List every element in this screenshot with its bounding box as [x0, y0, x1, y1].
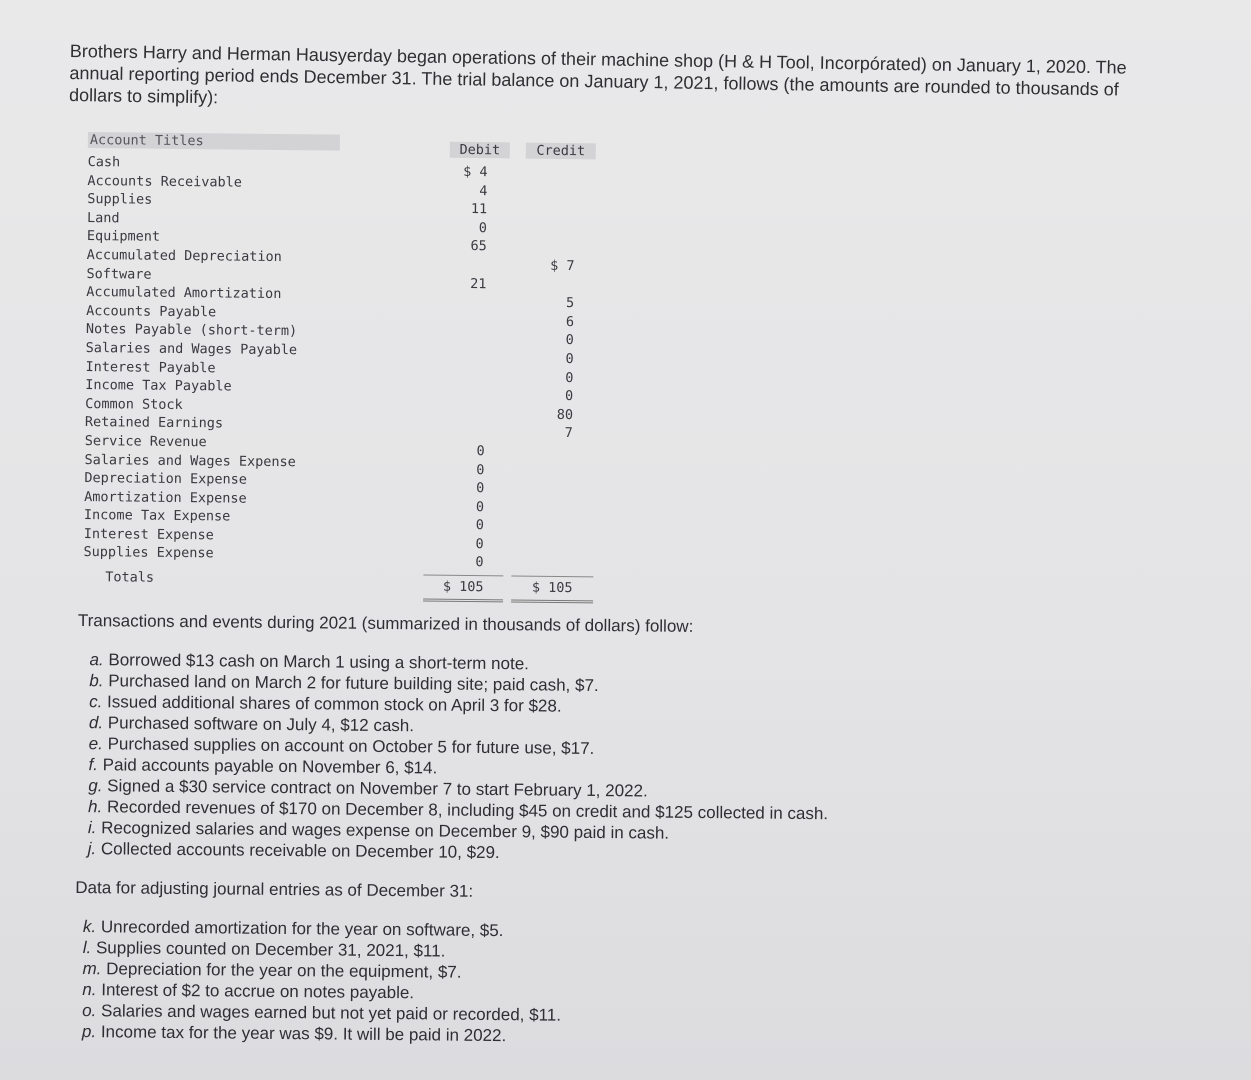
item-text: Interest of $2 to accrue on notes payable. — [101, 980, 415, 1003]
credit-value: 0 — [565, 332, 574, 349]
account-name: Interest Expense — [83, 525, 214, 544]
transactions-list — [76, 649, 958, 867]
trial-balance-table — [83, 130, 608, 602]
item-letter: c. — [89, 692, 103, 712]
debit-value: 0 — [478, 219, 488, 236]
credit-value — [516, 276, 574, 277]
item-letter: d. — [88, 713, 104, 733]
debit-value — [436, 331, 486, 332]
account-name: Income Tax Payable — [85, 377, 232, 395]
credit-value — [517, 183, 575, 184]
account-name: Land — [86, 209, 120, 227]
debit-value: 21 — [470, 275, 487, 292]
item-letter: e. — [88, 734, 103, 754]
item-text: Supplies counted on December 31, 2021, $11. — [95, 938, 446, 961]
credit-value: $ 7 — [550, 257, 575, 275]
transactions-section — [74, 610, 958, 1050]
account-name: Cash — [87, 153, 121, 171]
item-text: Signed a $30 service contract on November 7 to start February 1, 2022. — [107, 776, 648, 801]
item-text: Recognized salaries and wages expense on December 9, $90 paid in cash. — [101, 818, 670, 843]
credit-value: 0 — [565, 350, 574, 368]
credit-value — [514, 536, 572, 537]
account-name: Notes Payable (short-term) — [85, 321, 298, 340]
debit-value — [436, 368, 486, 369]
debit-value — [436, 294, 486, 295]
adjustments-list — [74, 916, 955, 1050]
item-text: Salaries and wages earned but not yet paid or recorded, $11. — [100, 1001, 562, 1025]
account-name: Accounts Receivable — [87, 172, 242, 191]
account-name: Amortization Expense — [84, 488, 247, 507]
item-text: Borrowed $13 cash on March 1 using a short-term note. — [108, 650, 530, 674]
item-text: Recorded revenues of $170 on December 8, including $45 on credit and $125 collected in cash. — [106, 797, 829, 824]
credit-value — [517, 220, 575, 221]
debit-value — [436, 312, 486, 313]
credit-value — [514, 499, 572, 500]
credit-value — [515, 443, 573, 444]
item-letter: b. — [89, 671, 104, 691]
credit-value — [514, 481, 572, 482]
account-name: Service Revenue — [84, 432, 207, 451]
item-letter: j. — [87, 839, 97, 859]
credit-value — [517, 202, 575, 203]
credit-value — [514, 518, 572, 519]
adjusting-heading: Data for adjusting journal entries as of December 31: — [75, 877, 474, 901]
item-text: Collected accounts receivable on December 10, $29. — [100, 839, 500, 863]
credit-value: 6 — [565, 313, 575, 330]
debit-value: 0 — [476, 480, 485, 497]
account-name: Supplies — [87, 191, 153, 208]
item-text: Purchased software on July 4, $12 cash. — [107, 713, 415, 736]
account-name: Retained Earnings — [84, 414, 224, 432]
credit-value — [517, 239, 575, 240]
credit-value: 5 — [565, 295, 575, 312]
item-letter: g. — [88, 776, 103, 796]
total-credit: $ 105 — [511, 576, 593, 604]
debit-value — [435, 387, 485, 388]
item-letter: a. — [89, 650, 104, 670]
account-titles-header: Account Titles — [88, 132, 340, 151]
debit-header: Debit — [450, 142, 510, 159]
item-letter: h. — [88, 797, 103, 817]
debit-value — [435, 424, 485, 425]
totals-label: Totals — [105, 569, 155, 586]
credit-value: 7 — [564, 425, 573, 442]
account-name: Accumulated Amortization — [86, 284, 282, 303]
debit-value: 0 — [475, 554, 484, 571]
debit-value: 0 — [475, 498, 485, 515]
item-text: Income tax for the year was $9. It will be paid in 2022. — [100, 1022, 507, 1046]
debit-value — [436, 350, 486, 351]
debit-value: $ 4 — [463, 163, 488, 181]
item-text: Purchased supplies on account on October 5 for future use, $17. — [107, 734, 595, 758]
account-name: Accumulated Depreciation — [86, 246, 282, 266]
debit-value: 0 — [475, 517, 484, 534]
item-letter: m. — [82, 959, 102, 979]
item-letter: i. — [87, 818, 97, 838]
credit-value: 80 — [556, 406, 574, 423]
totals-row — [83, 567, 603, 602]
intro-paragraph: Brothers Harry and Herman Hausyerday began operations of their machine shop (H & H Tool, Incorpórated) on January 1, 2020. The annual reporting period ends December 31. The trial balance on January 1, 2021, follows (the amounts are rounded to thousands of dollars to simplify): — [68, 40, 1127, 108]
credit-header: Credit — [526, 143, 596, 160]
credit-value: 0 — [565, 388, 574, 405]
item-letter: f. — [88, 755, 99, 775]
account-name: Depreciation Expense — [84, 470, 247, 488]
total-debit: $ 105 — [423, 575, 503, 603]
account-name: Equipment — [86, 228, 161, 246]
item-text: Unrecorded amortization for the year on software, $5. — [100, 917, 504, 941]
debit-value — [435, 405, 485, 406]
item-letter: n. — [82, 980, 97, 1000]
credit-value — [515, 462, 573, 463]
account-name: Salaries and Wages Payable — [85, 339, 298, 359]
debit-value: 11 — [470, 201, 488, 218]
account-name: Accounts Payable — [86, 302, 217, 321]
debit-value: 65 — [470, 238, 487, 255]
item-letter: l. — [82, 938, 92, 958]
credit-value — [518, 165, 576, 166]
debit-value: 0 — [475, 535, 484, 553]
debit-value — [437, 257, 487, 258]
item-text: Purchased land on March 2 for future building site; paid cash, $7. — [108, 671, 599, 696]
debit-value: 4 — [479, 182, 488, 199]
account-name: Supplies Expense — [83, 544, 214, 562]
item-letter: p. — [81, 1022, 97, 1042]
item-letter: k. — [82, 917, 97, 937]
credit-value — [514, 555, 572, 556]
credit-value: 0 — [565, 369, 574, 386]
item-text: Depreciation for the year on the equipment, $7. — [106, 959, 462, 982]
item-text: Issued additional shares of common stock on April 3 for $28. — [106, 692, 562, 716]
account-name: Income Tax Expense — [83, 507, 231, 525]
account-name: Software — [86, 265, 152, 283]
debit-value: 0 — [476, 442, 485, 460]
account-name: Interest Payable — [85, 358, 216, 376]
debit-value: 0 — [476, 461, 485, 478]
item-letter: o. — [82, 1001, 97, 1021]
account-name: Salaries and Wages Expense — [84, 451, 296, 470]
item-text: Paid accounts payable on November 6, $14. — [102, 755, 438, 778]
transactions-heading: Transactions and events during 2021 (summarized in thousands of dollars) follow: — [77, 610, 694, 636]
account-name: Common Stock — [85, 395, 183, 413]
